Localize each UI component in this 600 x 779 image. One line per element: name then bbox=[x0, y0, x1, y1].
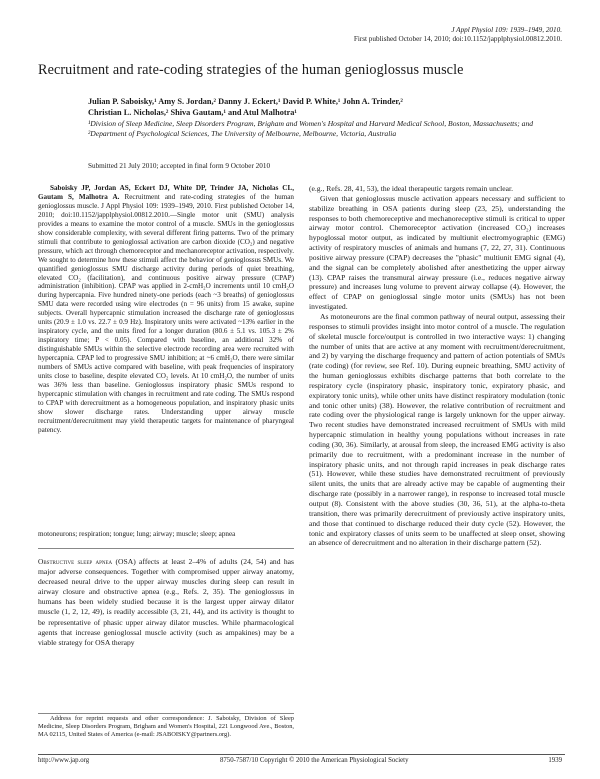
footer-divider bbox=[38, 754, 565, 755]
correspondence-footnote: Address for reprint requests and other correspondence: J. Saboisky, Division of Sleep Medicine, Sleep Disorders Program, Brigham and Women's Hospital, 221 Longwood Ave., Boston, MA 02115, United States of America (e-mail: JSABOISKY@partners.org). bbox=[38, 715, 294, 739]
paragraph-3: As motoneurons are the final common pathway of neural output, assessing their responses to stimuli provides insight into motor control of a muscle. The regulation of skeletal muscle force/output is controlled in two interactive ways: 1) changing the number of units that are active at any moment with recruitment/derecruitment, and 2) by varying the discharge frequency and pattern of action potentials of SMUs (rate coding) (for review, see Ref. 10). During eupneic breathing, SMU activity of the human genioglossus exhibits discharge patterns that both correlate to the respiratory cycle (inspiratory phasic, inspiratory tonic, expiratory phasic, and expiratory tonic units), while other units have distinct respiratory modulation (tonic and tonic other units) (38). However, the relative contribution of recruitment and rate coding over the physiological range is largely unknown for the upper airway. Two recent studies have demonstrated increased recruitment of SMUs with mild hypercapnic stimulation in healthy young populations without increases in rate coding (30, 36). Similarly, at arousal from sleep, the increased EMG activity is also primarily due to recruitment, with a predominant increase in the number of inspiratory phasic units, and not through rapid increases in peak discharge rates (51). However, while these studies have demonstrated recruitment of previously silent units, the units that are already active may be capable of augmenting their discharge rate (possibly in a narrower range), in response to increased total muscle output (8). Consistent with the above studies (30, 36, 51), at the alpha-to-theta transition, there was primarily derecruitment of previously active inspiratory units, and those that continued to discharge reduced their duty cycle (52). However, the tonic and expiratory classes of units seem to be unaffected at sleep onset, showing an absence of derecruitment and no alteration in their discharge pattern (52). bbox=[309, 311, 565, 548]
paragraph-continued: (e.g., Refs. 28, 41, 53), the ideal therapeutic targets remain unclear. bbox=[309, 184, 513, 193]
article-title: Recruitment and rate-coding strategies of the human genioglossus muscle bbox=[38, 62, 464, 78]
footnote-divider bbox=[38, 713, 294, 714]
abstract-citation-authors: Saboisky JP, Jordan AS, Eckert DJ, White DP, Trinder JA, Nicholas CL, Gautam S, Malhotra A. bbox=[38, 184, 294, 201]
publication-info: First published October 14, 2010; doi:10.1152/japplphysiol.00812.2010. bbox=[353, 35, 562, 43]
paragraph-2: Given that genioglossus muscle activation appears necessary and sufficient to stabilize breathing in OSA patients during sleep (23, 25), understanding the responses to both chemoreceptive and mechanoreceptive stimuli is critical to upper airway motor control. Chemoreceptor activation (increased CO₂) increases hypoglossal motor output, as indicated by multiunit electromyographic (EMG) activity of respiratory muscles of animals and humans (7, 22, 27, 31). Continuous positive airway pressure (CPAP) decreases the "phasic" multiunit EMG signal (4), and the signal can be completely abolished after anesthetizing the upper airway (13). CPAP raises the transmural airway pressure (i.e., reduces negative airway pressure) and increases lung volume to prevent airway collapse (4). However, the effect of CPAP on genioglossal single motor units (SMUs) has not been investigated. bbox=[309, 193, 565, 312]
introduction bbox=[38, 557, 294, 648]
affiliations: ¹Division of Sleep Medicine, Sleep Disorders Program, Brigham and Women's Hospital and Harvard Medical School, Boston, Massachusetts; and ²Department of Psychological Sciences, The University of Melbourne, Melbourne, Victoria, Australia bbox=[88, 119, 534, 138]
page-number: 1939 bbox=[548, 757, 562, 764]
authors-line-1: Julian P. Saboisky,¹ Amy S. Jordan,² Danny J. Eckert,¹ David P. White,¹ John A. Trinder,² bbox=[88, 97, 403, 106]
abstract bbox=[38, 184, 294, 435]
journal-reference: J Appl Physiol 109: 1939–1949, 2010. bbox=[451, 26, 562, 34]
author-list bbox=[88, 97, 568, 118]
submission-dates: Submitted 21 July 2010; accepted in final form 9 October 2010 bbox=[88, 162, 271, 170]
journal-url[interactable]: http://www.jap.org bbox=[38, 757, 90, 764]
intro-lead: Obstructive sleep apnea bbox=[38, 557, 113, 566]
authors-line-2: Christian L. Nicholas,² Shiva Gautam,¹ and Atul Malhotra¹ bbox=[88, 107, 297, 117]
keywords: motoneurons; respiration; tongue; lung; airway; muscle; sleep; apnea bbox=[38, 530, 236, 538]
abstract-text: Recruitment and rate-coding strategies of the human genioglossus muscle. J Appl Physiol 109: 1939–1949, 2010. First published October 14, 2010; doi:10.1152/japplphysiol.00812.2010.—Single motor unit (SMU) analysis provides a means to examine the motor control of a muscle. SMUs in the genioglossus show considerable complexity, with several different firing patterns. Two of the primary stimuli that contribute to genioglossal activation are carbon dioxide (CO₂) and negative pressure, which act through chemoreceptor and mechanoreceptor activation, respectively. We sought to determine how these stimuli affect the behavior of genioglossus SMUs. We quantified genioglossus SMU discharge activity during periods of quiet breathing, elevated CO₂ (facilitation), and continuous positive airway pressure (CPAP) administration (inhibition). CPAP was applied in 2-cmH₂O increments until 10 cmH₂O during hypercapnia. Five hundred ninety-one periods (each ~3 breaths) of genioglossus SMU data were recorded using wire electrodes (n = 96 units) from 15 awake, supine subjects. Overall hypercapnic stimulation increased the discharge rate of genioglossus units (20.9 ± 1.0 vs. 22.7 ± 0.9 Hz). Inspiratory units were activated ~13% earlier in the inspiratory cycle, and the units fired for a longer duration (80.6 ± 5.1 vs. 105.3 ± 2% inspiratory time; P < 0.05). Compared with baseline, an additional 32% of distinguishable SMUs within the selective electrode recording area were recruited with hypercapnia. CPAP led to progressive SMU inhibition; at ~6 cmH₂O, there were similar numbers of SMUs active compared with baseline, with peak frequencies of inspiratory units close to baseline, despite elevated CO₂ levels. At 10 cmH₂O, the number of units was 36% less than baseline. Genioglossus inspiratory phasic SMUs respond to hypercapnic stimulation with changes in recruitment and rate coding. The SMUs respond to CPAP with derecruitment as a homogeneous population, and inspiratory phasic units show slower discharge rates. Understanding upper airway muscle recruitment/derecruitment may yield therapeutic targets for maintenance of pharyngeal patency. bbox=[38, 192, 295, 434]
right-column bbox=[309, 184, 565, 548]
intro-text: (OSA) affects at least 2–4% of adults (24, 54) and has major adverse consequences. Together with compromised upper airway anatomy, decreased neural drive to the upper airway muscles during sleep can result in airway closure and obstructive apnea (e.g., Refs. 2, 35). The genioglossus in humans has been widely studied because it is the largest upper airway dilator muscle (1, 2, 12, 49), is readily accessible (3, 21, 44), and its activity is thought to be representative of phasic upper airway dilator muscles. While pharmacological agents that increase genioglossal muscle activity (such as ampakines) may be a viable strategy for OSA therapy bbox=[38, 557, 294, 647]
divider bbox=[38, 548, 294, 549]
copyright: 8750-7587/10 Copyright © 2010 the American Physiological Society bbox=[220, 757, 409, 764]
